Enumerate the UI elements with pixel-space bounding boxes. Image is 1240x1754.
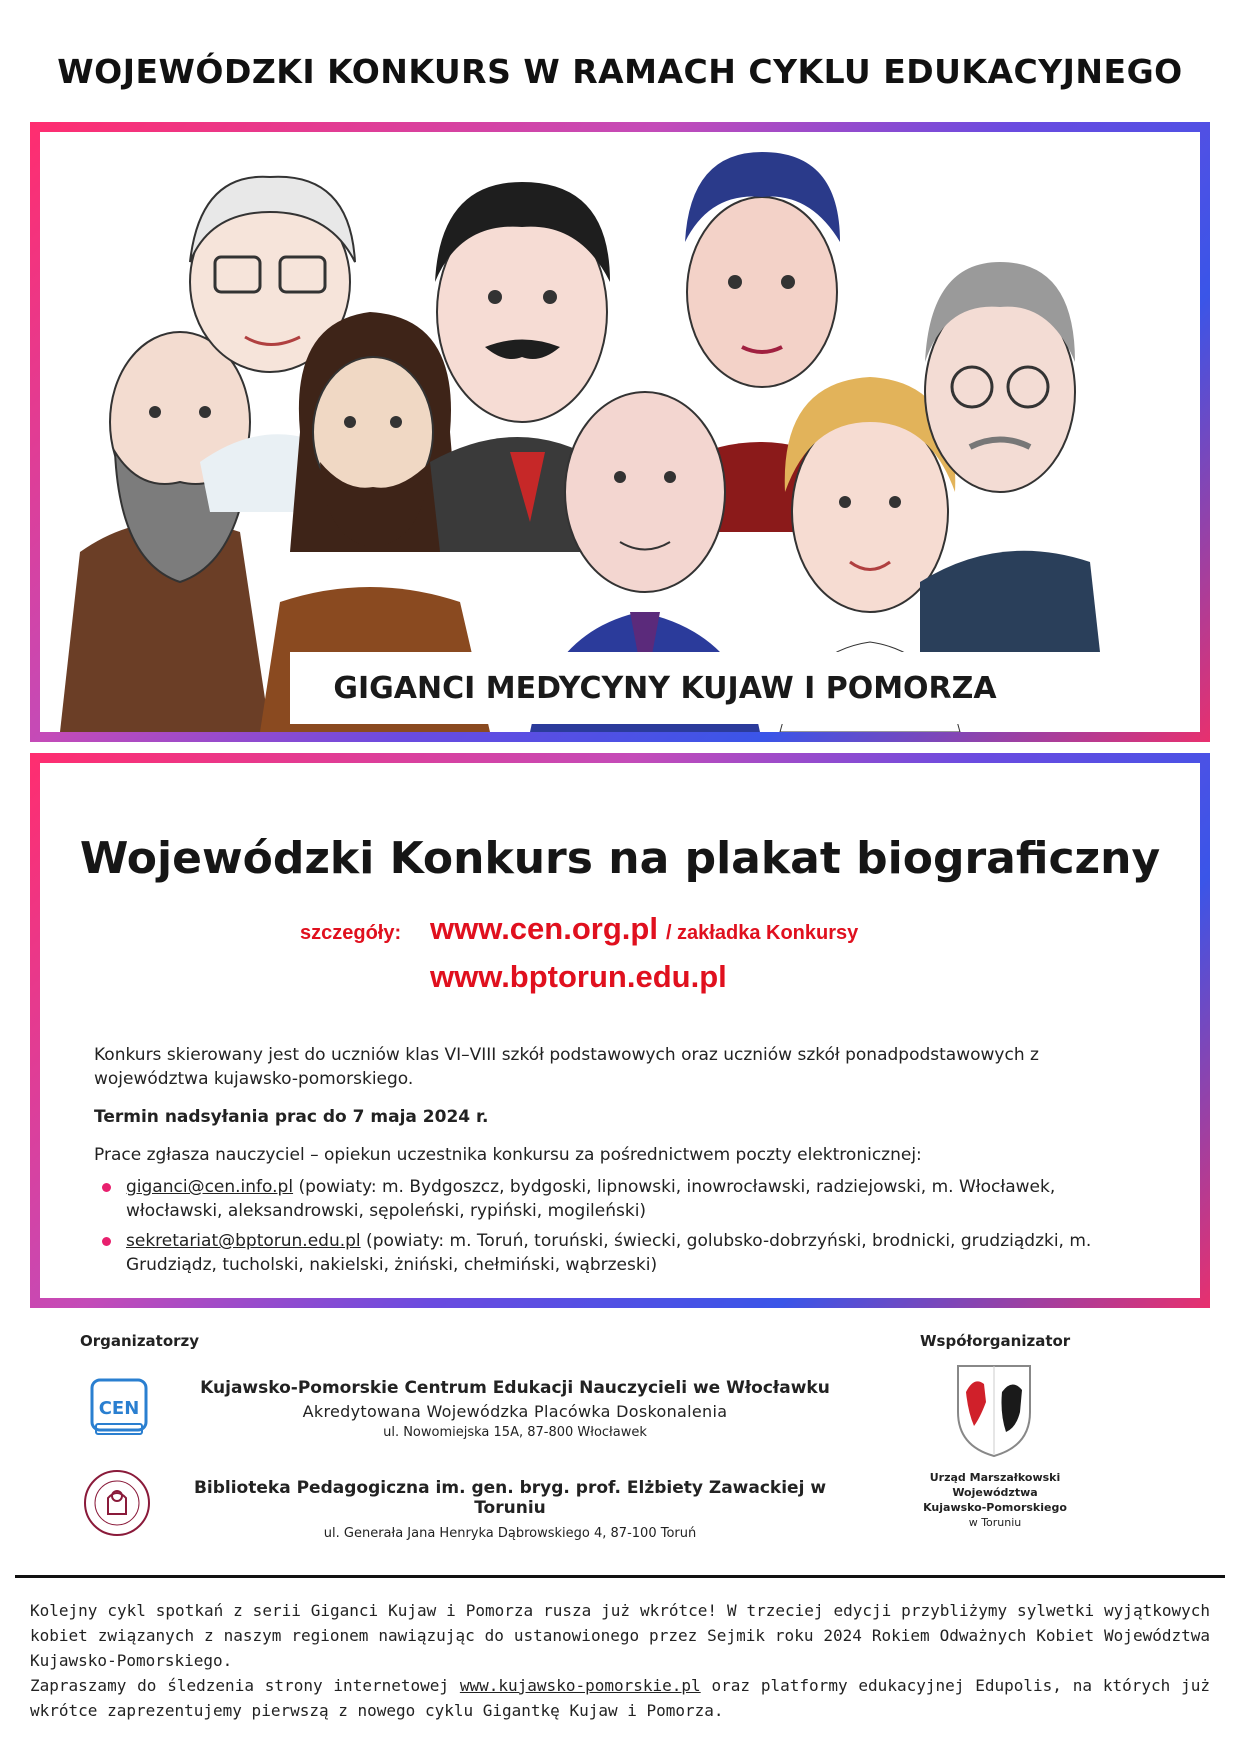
banner-inner <box>40 132 1200 732</box>
organizer-library-address: ul. Generała Jana Henryka Dąbrowskiego 4, 87-100 Toruń <box>323 1526 697 1541</box>
list-item <box>94 1229 1154 1277</box>
library-seal-icon <box>82 1468 152 1538</box>
portrait-bearded-elder <box>60 332 270 732</box>
organizers-label: Organizatorzy <box>80 1332 200 1350</box>
banner-subtitle: GIGANCI MEDYCYNY KUJAW I POMORZA <box>333 670 997 706</box>
coorganizer-line1: Urząd Marszałkowski <box>929 1471 1061 1484</box>
bullet-dot-icon <box>102 1237 111 1246</box>
coorganizer-block <box>910 1470 1080 1530</box>
organizer-cen-sub: Akredytowana Wojewódzka Placówka Doskonalenia <box>302 1402 728 1421</box>
footer-paragraph-1: Kolejny cykl spotkań z serii Giganci Kujaw i Pomorza rusza już wkrótce! W trzeciej edycji przybliżymy sylwetki wyjątkowych kobiet związanych z naszym regionem nawiązując do ustanowionego przez Sejmik roku 2024 Rokiem Odważnych Kobiet Województwa Kujawsko-Pomorskiego. <box>30 1601 1210 1670</box>
coorganizer-line3: Kujawsko-Pomorskiego <box>923 1501 1067 1514</box>
organizer-cen-address: ul. Nowomiejska 15A, 87-800 Włocławek <box>383 1425 647 1440</box>
footer-divider <box>15 1575 1225 1578</box>
list-item <box>94 1175 1154 1223</box>
coat-of-arms-icon <box>954 1362 1034 1458</box>
contest-title: Wojewódzki Konkurs na plakat biograficzny <box>79 833 1161 884</box>
bullet-dot-icon <box>102 1183 111 1192</box>
details-row-2 <box>430 959 727 995</box>
contest-frame <box>30 753 1210 1308</box>
organizer-cen <box>190 1378 840 1440</box>
footer-p2-start: Zapraszamy do śledzenia strony internetowej <box>30 1676 460 1695</box>
organizer-cen-name: Kujawsko-Pomorskie Centrum Edukacji Nauczycieli we Włocławku <box>200 1378 830 1398</box>
footer-p2-end: oraz platformy edukacyjnej Edupolis, na których już wkrótce zaprezentujemy pierwszą z nowego cyklu Gigantkę Kujaw i Pomorza. <box>30 1676 1211 1720</box>
contest-inner <box>40 763 1200 1298</box>
details-row <box>300 911 858 947</box>
email-link-cen[interactable]: giganci@cen.info.pl <box>126 1177 294 1197</box>
contest-body <box>94 1043 1154 1283</box>
list-item-text: (powiaty: m. Toruń, toruński, świecki, golubsko-dobrzyński, brodnicki, grudziądzki, m. Grudziądz, tucholski, nakielski, żniński, chełmiński, wąbrzeski) <box>126 1231 1092 1275</box>
organizer-library-name: Biblioteka Pedagogiczna im. gen. bryg. prof. Elżbiety Zawackiej w Toruniu <box>193 1478 827 1518</box>
bptorun-url-link[interactable]: www.bptorun.edu.pl <box>430 959 727 994</box>
details-label: szczegóły: <box>300 922 402 944</box>
footer-text <box>30 1598 1210 1723</box>
banner-subtitle-box <box>290 652 1040 724</box>
banner-frame <box>30 122 1210 742</box>
contest-intro: Konkurs skierowany jest do uczniów klas VI–VIII szkół podstawowych oraz uczniów szkół ponadpodstawowych z województwa kujawsko-pomorskiego. <box>94 1045 1039 1089</box>
cen-logo-text: CEN <box>98 1398 140 1419</box>
submission-intro: Prace zgłasza nauczyciel – opiekun uczestnika konkursu za pośrednictwem poczty elektronicznej: <box>94 1145 922 1165</box>
kujawsko-pomorskie-link[interactable]: www.kujawsko-pomorskie.pl <box>459 1676 701 1695</box>
email-link-bptorun[interactable]: sekretariat@bptorun.edu.pl <box>126 1231 361 1251</box>
portrait-man-round-glasses <box>920 262 1100 652</box>
portraits-illustration <box>40 132 1200 732</box>
coorganizer-label: Współorganizator <box>920 1332 1071 1350</box>
cen-logo-icon <box>90 1378 148 1438</box>
submission-list <box>94 1175 1154 1277</box>
cen-url-link[interactable]: www.cen.org.pl <box>430 911 658 946</box>
coorganizer-line2: Województwa <box>952 1486 1038 1499</box>
cen-url-note: / zakładka Konkursy <box>665 922 859 944</box>
coorganizer-line4: w Toruniu <box>968 1516 1022 1529</box>
contest-deadline: Termin nadsyłania prac do 7 maja 2024 r. <box>94 1107 489 1127</box>
organizer-library <box>160 1478 860 1541</box>
page-header-title: WOJEWÓDZKI KONKURS W RAMACH CYKLU EDUKACYJNEGO <box>57 52 1183 91</box>
list-item-text: (powiaty: m. Bydgoszcz, bydgoski, lipnowski, inowrocławski, radziejowski, m. Włocławek, włocławski, aleksandrowski, sępoleński, rypiński, mogileński) <box>126 1177 1056 1221</box>
footer-paragraph-2 <box>30 1673 1210 1723</box>
